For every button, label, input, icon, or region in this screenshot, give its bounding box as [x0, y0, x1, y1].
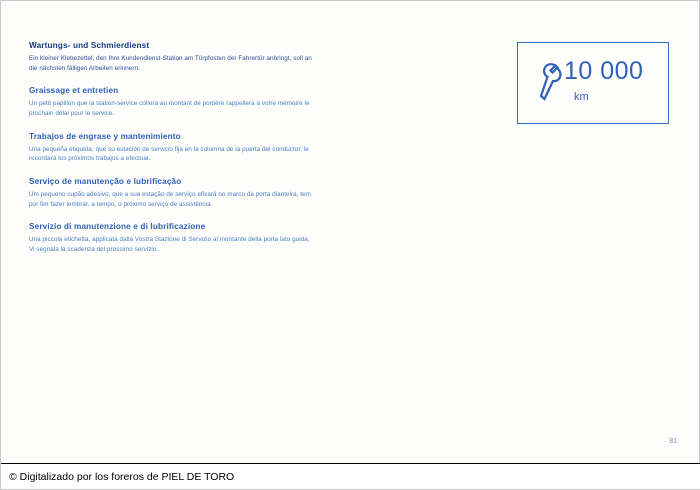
section-body [29, 54, 449, 74]
watermark-bar [1, 463, 700, 489]
section-body-line: Una pequeña etiqueta, que su estación de servicio fija en la columna de la puerta del conductor, le [29, 145, 309, 153]
section-french [29, 86, 449, 118]
wrench-icon [536, 61, 562, 105]
page-number: 81 [669, 438, 677, 445]
section-title: Serviço de manutenção e lubrificação [29, 177, 182, 187]
service-sticker [517, 42, 669, 124]
section-body-line: Una piccola etichetta, applicata dalla Vostra Stazione di Servizio al montante della porta lato guida, [29, 236, 310, 244]
watermark-text: © Digitalizado por los foreros de PIEL DE TORO [9, 470, 235, 483]
section-italian [29, 222, 449, 254]
section-body-line: Ein kleiner Klebezettel, den Ihre Kundendienst-Station am Türpfosten der Fahrertür anbringt, soll an [29, 54, 312, 62]
sticker-km-unit: km [574, 91, 589, 103]
sticker-km-number: 10 000 [564, 57, 644, 85]
section-body [29, 145, 449, 165]
section-body [29, 235, 449, 255]
section-body-line: Um pequeno cupão adesivo, que a sua estação de serviço afixará no marco da porta dianteira, tem [29, 190, 311, 198]
section-spanish [29, 132, 449, 164]
section-body-line: Vi segnala la scadenza del prossimo servizio. [29, 245, 159, 253]
section-title: Trabajos de engrase y mantenimiento [29, 131, 181, 141]
section-title: Graissage et entretien [29, 86, 119, 96]
section-title: Wartungs- und Schmierdienst [29, 41, 150, 50]
section-body [29, 99, 449, 119]
sticker-inner [518, 43, 668, 123]
section-body-line: die nächsten fälligen Arbeiten erinnern. [29, 64, 140, 72]
section-german [29, 41, 449, 73]
section-title: Servizio di manutenzione e di lubrificazione [29, 222, 206, 232]
section-body-line: por fim fazer lembrar, a tempo, o próximo serviço de assistência. [29, 200, 213, 208]
section-body [29, 190, 449, 210]
maintenance-text-block [29, 41, 449, 268]
section-body-line: prochain délai pour le service. [29, 109, 115, 117]
section-portuguese [29, 177, 449, 209]
section-body-line: Un petit papillon que la station-service collera au montant de portière rappellera à votre mémoire le [29, 100, 310, 108]
section-body-line: recordará los próximos trabajos a efectuar. [29, 155, 151, 163]
